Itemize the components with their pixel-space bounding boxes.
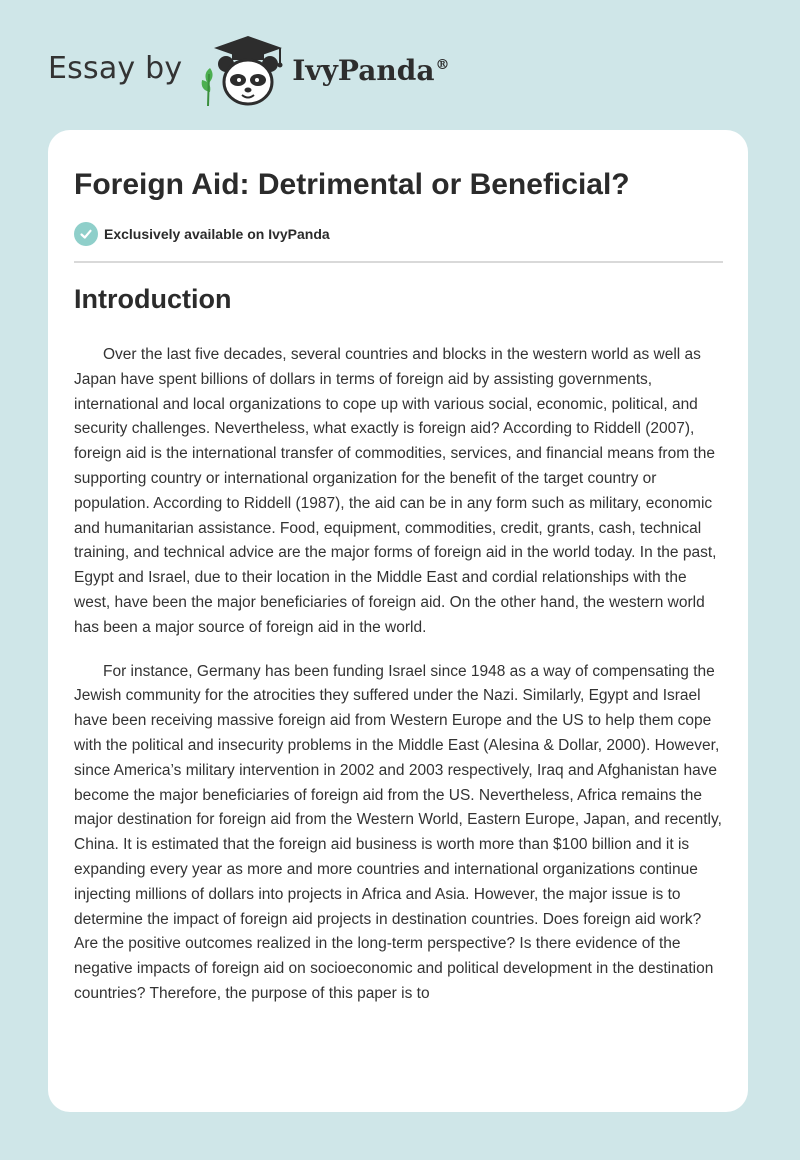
badge-text: Exclusively available on IvyPanda: [104, 226, 330, 242]
check-circle-icon: [74, 222, 98, 246]
brand-name: IvyPanda®: [292, 53, 450, 87]
article-body: [74, 343, 726, 1026]
panda-logo-icon: [196, 34, 290, 110]
exclusive-badge: [74, 222, 330, 246]
brand-prefix: Essay by: [48, 50, 183, 86]
section-heading: Introduction: [74, 284, 232, 314]
divider: [74, 261, 723, 263]
brand-header[interactable]: [48, 34, 449, 110]
paragraph: For instance, Germany has been funding Israel since 1948 as a way of compensating the Jewish community for the atrocities they suffered under the Nazi. Similarly, Egypt and Israel have been receiving massive foreign aid from Western Europe and the US to help them cope with the political and insecurity problems in the Middle East (Alesina & Dollar, 2000). However, since America’s military intervention in 2002 and 2003 respectively, Iraq and Afghanistan have become the major beneficiaries of foreign aid from the US. Nevertheless, Africa remains the major destination for foreign aid from the Western World, Eastern Europe, Japan, and recently, China. It is estimated that the foreign aid business is worth more than $100 billion and it is expanding every year as more and more countries and international organizations continue injecting millions of dollars into projects in Africa and Asia. However, the major issue is to determine the impact of foreign aid projects in destination countries. Does foreign aid work? Are the positive outcomes realized in the long-term perspective? Is there evidence of the negative impacts of foreign aid on socioeconomic and political development in the destination countries? Therefore, the purpose of this paper is to: [74, 662, 722, 1002]
page-title: Foreign Aid: Detrimental or Beneficial?: [74, 168, 630, 201]
paragraph: Over the last five decades, several countries and blocks in the western world as well as Japan have spent billions of dollars in terms of foreign aid by assisting governments, international and local organizations to cope up with various social, economic, political, and security challenges. Nevertheless, what exactly is foreign aid? According to Riddell (2007), foreign aid is the international transfer of commodities, services, and financial means from the supporting country or international organization for the benefit of the target country or population. According to Riddell (1987), the aid can be in any form such as military, economic and humanitarian assistance. Food, equipment, commodities, credit, grants, cash, technical training, and technical advice are the major forms of foreign aid in the world today. In the past, Egypt and Israel, due to their location in the Middle East and cordial relationships with the west, have been the major beneficiaries of foreign aid. On the other hand, the western world has been a major source of foreign aid in the world.: [74, 346, 717, 636]
essay-card: [48, 130, 748, 1112]
